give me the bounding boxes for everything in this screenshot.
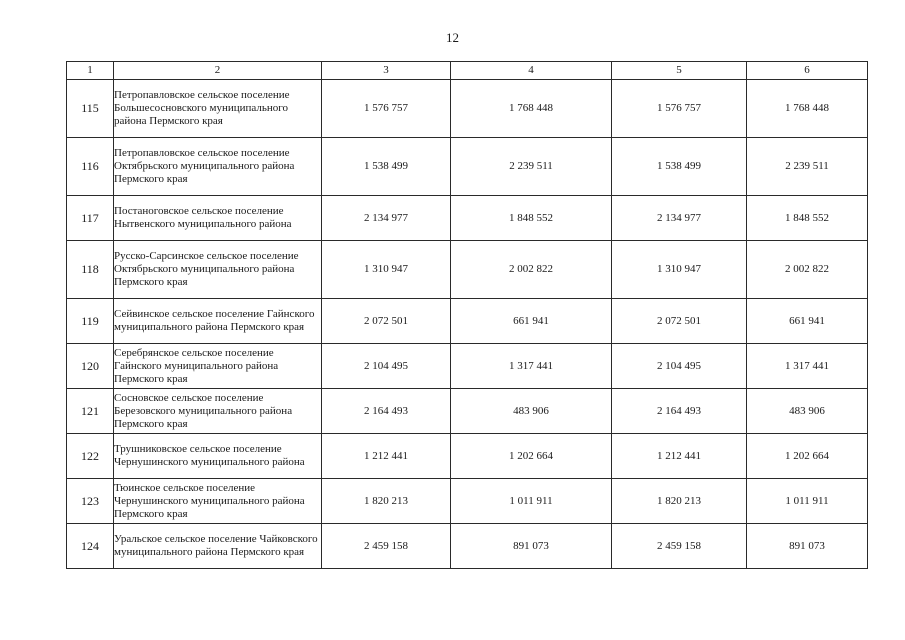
value-cell: 2 239 511 bbox=[747, 138, 868, 196]
table-row bbox=[67, 524, 868, 569]
row-number: 124 bbox=[67, 524, 114, 569]
value-cell: 1 212 441 bbox=[612, 434, 747, 479]
value-cell: 1 317 441 bbox=[451, 344, 612, 389]
value-cell: 1 820 213 bbox=[322, 479, 451, 524]
value-cell: 2 459 158 bbox=[322, 524, 451, 569]
row-number: 119 bbox=[67, 299, 114, 344]
settlement-name: Петропавловское сельское поселение Большесосновского муниципального района Пермского края bbox=[114, 80, 322, 138]
value-cell: 1 768 448 bbox=[747, 80, 868, 138]
value-cell: 1 576 757 bbox=[612, 80, 747, 138]
value-cell: 661 941 bbox=[747, 299, 868, 344]
value-cell: 1 576 757 bbox=[322, 80, 451, 138]
value-cell: 483 906 bbox=[747, 389, 868, 434]
settlement-name: Сосновское сельское поселение Березовского муниципального района Пермского края bbox=[114, 389, 322, 434]
row-number: 121 bbox=[67, 389, 114, 434]
value-cell: 891 073 bbox=[747, 524, 868, 569]
value-cell: 2 134 977 bbox=[322, 196, 451, 241]
header-cell: 1 bbox=[67, 62, 114, 80]
settlement-name: Русско-Сарсинское сельское поселение Октябрьского муниципального района Пермского края bbox=[114, 241, 322, 299]
settlement-name: Серебрянское сельское поселение Гайнского муниципального района Пермского края bbox=[114, 344, 322, 389]
value-cell: 1 848 552 bbox=[451, 196, 612, 241]
value-cell: 1 820 213 bbox=[612, 479, 747, 524]
header-cell: 2 bbox=[114, 62, 322, 80]
value-cell: 2 002 822 bbox=[451, 241, 612, 299]
value-cell: 1 310 947 bbox=[322, 241, 451, 299]
value-cell: 2 104 495 bbox=[322, 344, 451, 389]
settlement-name: Уральское сельское поселение Чайковского муниципального района Пермского края bbox=[114, 524, 322, 569]
header-cell: 3 bbox=[322, 62, 451, 80]
value-cell: 2 134 977 bbox=[612, 196, 747, 241]
value-cell: 2 072 501 bbox=[612, 299, 747, 344]
value-cell: 1 310 947 bbox=[612, 241, 747, 299]
row-number: 117 bbox=[67, 196, 114, 241]
table-row bbox=[67, 434, 868, 479]
value-cell: 661 941 bbox=[451, 299, 612, 344]
value-cell: 1 538 499 bbox=[322, 138, 451, 196]
value-cell: 1 011 911 bbox=[747, 479, 868, 524]
value-cell: 483 906 bbox=[451, 389, 612, 434]
table-row bbox=[67, 299, 868, 344]
row-number: 120 bbox=[67, 344, 114, 389]
header-cell: 6 bbox=[747, 62, 868, 80]
value-cell: 2 072 501 bbox=[322, 299, 451, 344]
value-cell: 2 239 511 bbox=[451, 138, 612, 196]
value-cell: 1 848 552 bbox=[747, 196, 868, 241]
header-cell: 4 bbox=[451, 62, 612, 80]
row-number: 116 bbox=[67, 138, 114, 196]
table-row bbox=[67, 344, 868, 389]
value-cell: 891 073 bbox=[451, 524, 612, 569]
value-cell: 1 538 499 bbox=[612, 138, 747, 196]
value-cell: 1 011 911 bbox=[451, 479, 612, 524]
row-number: 118 bbox=[67, 241, 114, 299]
value-cell: 1 768 448 bbox=[451, 80, 612, 138]
settlement-name: Постаноговское сельское поселение Нытвенского муниципального района bbox=[114, 196, 322, 241]
table-row bbox=[67, 138, 868, 196]
page-number: 12 bbox=[446, 30, 459, 45]
table-row bbox=[67, 479, 868, 524]
settlement-name: Петропавловское сельское поселение Октябрьского муниципального района Пермского края bbox=[114, 138, 322, 196]
value-cell: 1 202 664 bbox=[747, 434, 868, 479]
table-row bbox=[67, 389, 868, 434]
header-cell: 5 bbox=[612, 62, 747, 80]
value-cell: 2 104 495 bbox=[612, 344, 747, 389]
row-number: 122 bbox=[67, 434, 114, 479]
value-cell: 1 212 441 bbox=[322, 434, 451, 479]
settlement-name: Тюинское сельское поселение Чернушинского муниципального района Пермского края bbox=[114, 479, 322, 524]
row-number: 115 bbox=[67, 80, 114, 138]
value-cell: 2 164 493 bbox=[322, 389, 451, 434]
table-row bbox=[67, 80, 868, 138]
row-number: 123 bbox=[67, 479, 114, 524]
data-table bbox=[66, 61, 868, 569]
settlement-name: Трушниковское сельское поселение Чернушинского муниципального района bbox=[114, 434, 322, 479]
value-cell: 1 202 664 bbox=[451, 434, 612, 479]
value-cell: 2 002 822 bbox=[747, 241, 868, 299]
table-row bbox=[67, 241, 868, 299]
table-row bbox=[67, 196, 868, 241]
settlement-name: Сейвинское сельское поселение Гайнского муниципального района Пермского края bbox=[114, 299, 322, 344]
table-header-row bbox=[67, 62, 868, 80]
value-cell: 2 459 158 bbox=[612, 524, 747, 569]
value-cell: 1 317 441 bbox=[747, 344, 868, 389]
value-cell: 2 164 493 bbox=[612, 389, 747, 434]
